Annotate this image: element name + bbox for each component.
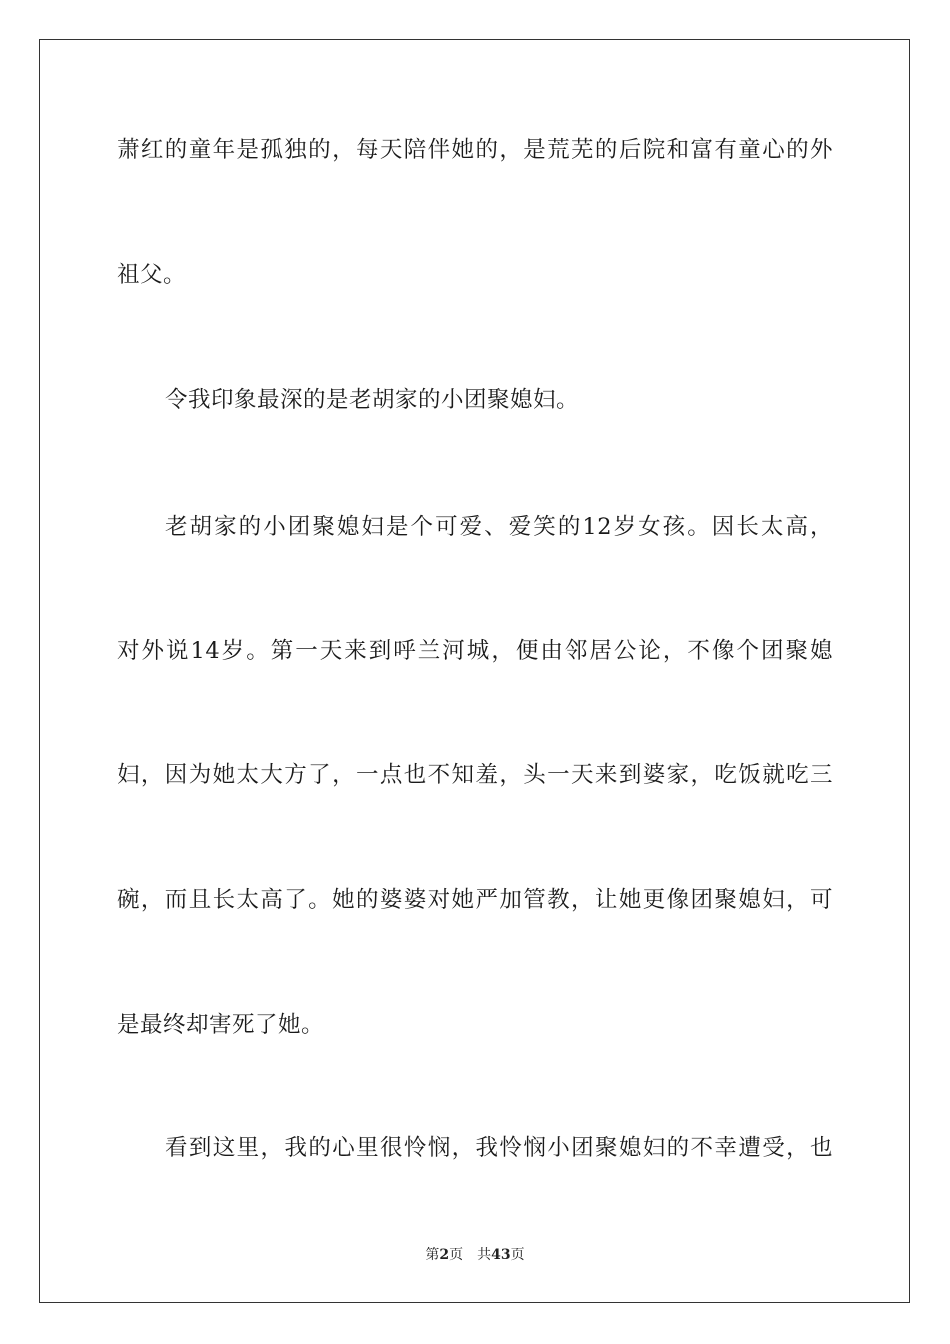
total-pages: 43 xyxy=(491,1247,511,1263)
text-line: 老胡家的小团聚媳妇是个可爱、爱笑的12岁女孩。因长太高， xyxy=(165,514,833,540)
text-line: 碗，而且长太高了。她的婆婆对她严加管教，让她更像团聚媳妇，可 xyxy=(117,887,833,913)
text-line: 是最终却害死了她。 xyxy=(117,1012,325,1038)
total-suffix: 页 xyxy=(510,1247,525,1263)
text-line: 妇，因为她太大方了，一点也不知羞，头一天来到婆家，吃饭就吃三 xyxy=(117,762,833,788)
page-border xyxy=(39,39,910,1303)
page-footer xyxy=(0,1246,950,1264)
text-line: 令我印象最深的是老胡家的小团聚媳妇。 xyxy=(165,387,580,413)
text-line: 祖父。 xyxy=(117,262,187,288)
text-line: 对外说14岁。第一天来到呼兰河城，便由邻居公论，不像个团聚媳 xyxy=(117,638,833,664)
page-prefix: 第 xyxy=(425,1247,440,1263)
text-line: 看到这里，我的心里很怜悯，我怜悯小团聚媳妇的不幸遭受，也 xyxy=(165,1135,833,1161)
total-prefix: 共 xyxy=(477,1247,492,1263)
text-line: 萧红的童年是孤独的，每天陪伴她的，是荒芜的后院和富有童心的外 xyxy=(117,137,833,163)
page-number: 2 xyxy=(439,1247,450,1263)
page-suffix: 页 xyxy=(449,1247,464,1263)
